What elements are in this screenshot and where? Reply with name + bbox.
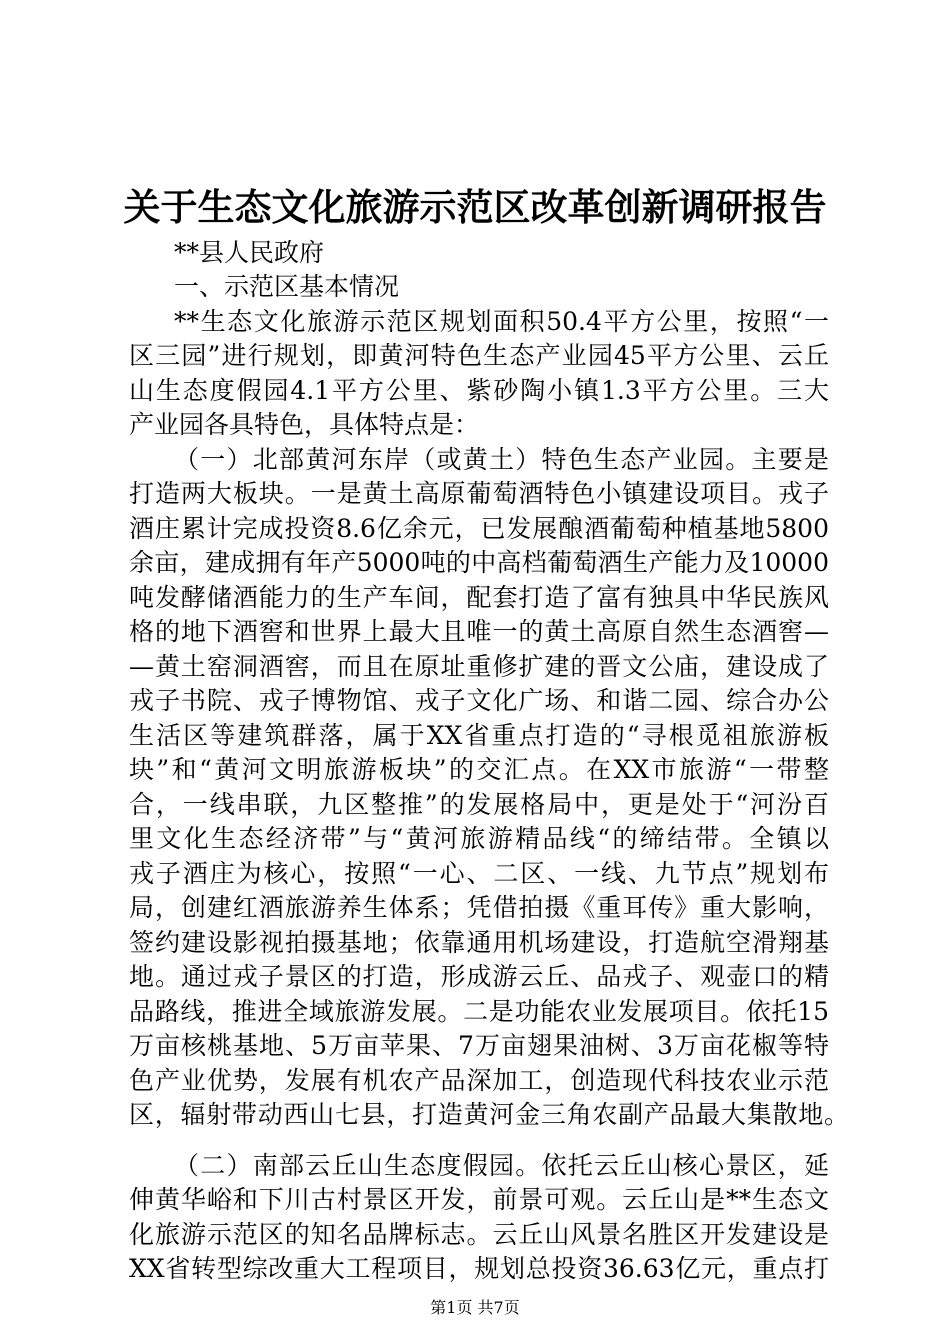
paragraph-2-line-16: 地。通过戎子景区的打造，形成游云丘、品戎子、观壶口的精 [129, 962, 829, 991]
paragraph-2-line-5: 吨发酵储酒能力的生产车间，配套打造了富有独具中华民族风 [129, 583, 829, 612]
paragraph-2-line-19: 色产业优势，发展有机农产品深加工，创造现代科技农业示范 [129, 1066, 829, 1095]
page-number-footer: 第1页 共7页 [430, 1298, 520, 1317]
paragraph-2-line-11: 合，一线串联，九区整推”的发展格局中，更是处于“河汾百 [129, 790, 829, 819]
document-title: 关于生态文化旅游示范区改革创新调研报告 [123, 186, 827, 229]
paragraph-2-line-10: 块”和“黄河文明旅游板块”的交汇点。在XX市旅游“一带整 [129, 755, 829, 784]
paragraph-2-line-2: 打造两大板块。一是黄土高原葡萄酒特色小镇建设项目。戎子 [129, 479, 829, 508]
paragraph-2-line-15: 签约建设影视拍摄基地；依靠通用机场建设，打造航空滑翔基 [129, 928, 829, 957]
author-line: **县人民政府 [174, 238, 325, 267]
paragraph-2-line-13: 戎子酒庄为核心，按照“一心、二区、一线、九节点”规划布 [129, 859, 829, 888]
paragraph-1-line-3: 山生态度假园4.1平方公里、紫砂陶小镇1.3平方公里。三大 [129, 376, 829, 405]
paragraph-2-line-6: 格的地下酒窖和世界上最大且唯一的黄土高原自然生态酒窖— [129, 617, 829, 646]
paragraph-2-line-20: 区，辐射带动西山七县，打造黄河金三角农副产品最大集散地。 [129, 1100, 849, 1129]
paragraph-3-line-3: 化旅游示范区的知名品牌标志。云丘山风景名胜区开发建设是 [129, 1220, 829, 1249]
paragraph-2-line-3: 酒庄累计完成投资8.6亿余元，已发展酿酒葡萄种植基地5800 [129, 514, 829, 543]
paragraph-2-line-4: 余亩，建成拥有年产5000吨的中高档葡萄酒生产能力及10000 [129, 548, 829, 577]
paragraph-2-line-12: 里文化生态经济带”与“黄河旅游精品线“的缔结带。全镇以 [129, 824, 829, 853]
paragraph-2-line-7: —黄土窑洞酒窖，而且在原址重修扩建的晋文公庙，建设成了 [129, 652, 829, 681]
paragraph-3-line-1: （二）南部云丘山生态度假园。依托云丘山核心景区，延 [174, 1151, 829, 1180]
paragraph-2-line-8: 戎子书院、戎子博物馆、戎子文化广场、和谐二园、综合办公 [129, 686, 829, 715]
paragraph-2-line-1: （一）北部黄河东岸（或黄土）特色生态产业园。主要是 [174, 445, 829, 474]
paragraph-2-line-9: 生活区等建筑群落，属于XX省重点打造的“寻根觅祖旅游板 [129, 721, 829, 750]
paragraph-1-line-1: **生态文化旅游示范区规划面积50.4平方公里，按照“一 [174, 307, 829, 336]
paragraph-2-line-14: 局，创建红酒旅游养生体系；凭借拍摄《重耳传》重大影响， [129, 893, 829, 922]
paragraph-3-line-2: 伸黄华峪和下川古村景区开发，前景可观。云丘山是**生态文 [129, 1185, 829, 1214]
paragraph-1-line-4: 产业园各具特色，具体特点是： [129, 410, 480, 439]
paragraph-3-line-4: XX省转型综改重大工程项目，规划总投资36.63亿元，重点打 [129, 1254, 829, 1283]
section-heading: 一、示范区基本情况 [174, 272, 400, 301]
paragraph-2-line-18: 万亩核桃基地、5万亩苹果、7万亩翅果油树、3万亩花椒等特 [129, 1031, 829, 1060]
paragraph-1-line-2: 区三园”进行规划，即黄河特色生态产业园45平方公里、云丘 [129, 341, 829, 370]
paragraph-2-line-17: 品路线，推进全域旅游发展。二是功能农业发展项目。依托15 [129, 997, 829, 1026]
